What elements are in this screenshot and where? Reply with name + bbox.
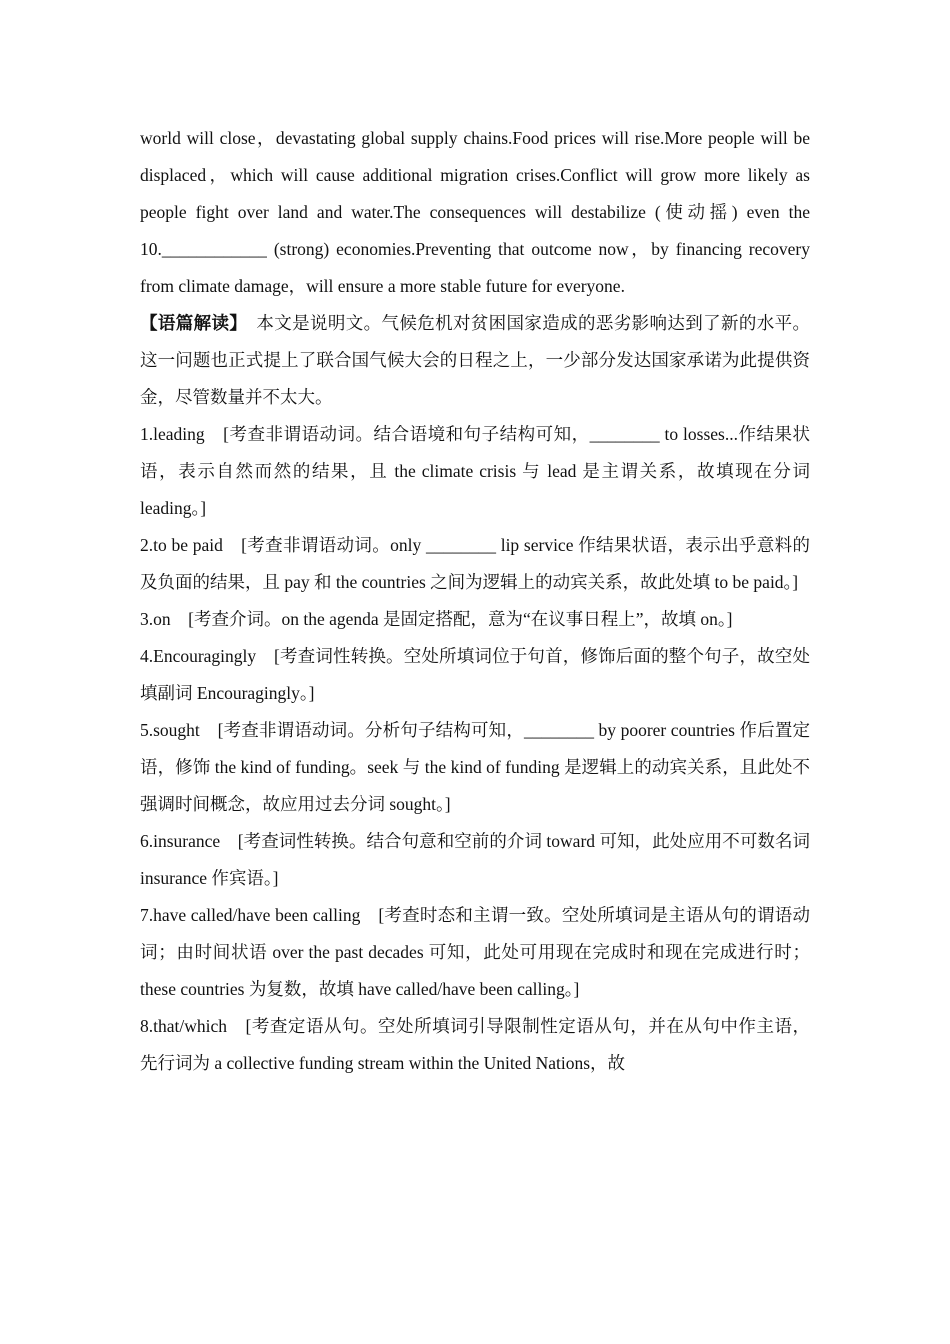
answer-label: 5.sought <box>140 720 200 740</box>
answer-item <box>140 601 810 638</box>
answer-explanation: [考查时态和主谓一致。空处所填词是主语从句的谓语动词；由时间状语 over the past decades 可知，此处可用现在完成时和现在完成进行时；these countries 为复数，故填 have called/have been calling。] <box>140 905 810 999</box>
answer-item <box>140 712 810 823</box>
reading-text: 本文是说明文。气候危机对贫困国家造成的恶劣影响达到了新的水平。这一问题也正式提上了联合国气候大会的日程之上，一少部分发达国家承诺为此提供资金，尽管数量并不太大。 <box>140 313 811 407</box>
answer-label: 7.have called/have been calling <box>140 905 361 925</box>
passage-paragraph <box>140 120 810 305</box>
reading-heading: 【语篇解读】 <box>140 313 239 333</box>
answer-label: 3.on <box>140 609 171 629</box>
answer-label: 6.insurance <box>140 831 221 851</box>
answer-explanation: [考查词性转换。空处所填词位于句首，修饰后面的整个句子，故空处填副词 Encouragingly。] <box>140 646 810 703</box>
answer-label: 2.to be paid <box>140 535 223 555</box>
answer-item <box>140 897 810 1008</box>
answer-explanation: [考查词性转换。结合句意和空前的介词 toward 可知，此处应用不可数名词 insurance 作宾语。] <box>140 831 810 888</box>
answer-explanation: [考查介词。on the agenda 是固定搭配，意为“在议事日程上”，故填 on。] <box>170 609 733 629</box>
answer-label: 4.Encouragingly <box>140 646 257 666</box>
document-page <box>140 120 810 1082</box>
answer-item <box>140 527 810 601</box>
answer-item <box>140 1008 810 1082</box>
answer-explanation: [考查非谓语动词。分析句子结构可知，________ by poorer countries 作后置定语，修饰 the kind of funding。seek 与 the kind of funding 是逻辑上的动宾关系，且此处不强调时间概念，故应用过去分词 sought。] <box>140 720 810 814</box>
reading-paragraph <box>140 305 810 416</box>
answer-item <box>140 416 810 527</box>
answer-item <box>140 823 810 897</box>
answer-explanation: [考查定语从句。空处所填词引导限制性定语从句，并在从句中作主语，先行词为 a collective funding stream within the United Nations，故 <box>140 1016 810 1073</box>
answer-explanation: [考查非谓语动词。only ________ lip service 作结果状语，表示出乎意料的及负面的结果，且 pay 和 the countries 之间为逻辑上的动宾关系，故此处填 to be paid。] <box>140 535 810 592</box>
answer-item <box>140 638 810 712</box>
passage-text: world will close，devastating global supply chains.Food prices will rise.More people will be displaced，which will cause additional migration crises.Conflict will grow more likely as people fight over land and water.The consequences will destabilize (使动摇) even the 10.____________ (strong) economies.Preventing that outcome now，by financing recovery from climate damage，will ensure a more stable future for everyone. <box>140 128 810 296</box>
answer-explanation: [考查非谓语动词。结合语境和句子结构可知，________ to losses...作结果状语，表示自然而然的结果，且 the climate crisis 与 lead 是主谓关系，故填现在分词 leading。] <box>140 424 810 518</box>
answer-label: 8.that/which <box>140 1016 227 1036</box>
answer-label: 1.leading <box>140 424 205 444</box>
